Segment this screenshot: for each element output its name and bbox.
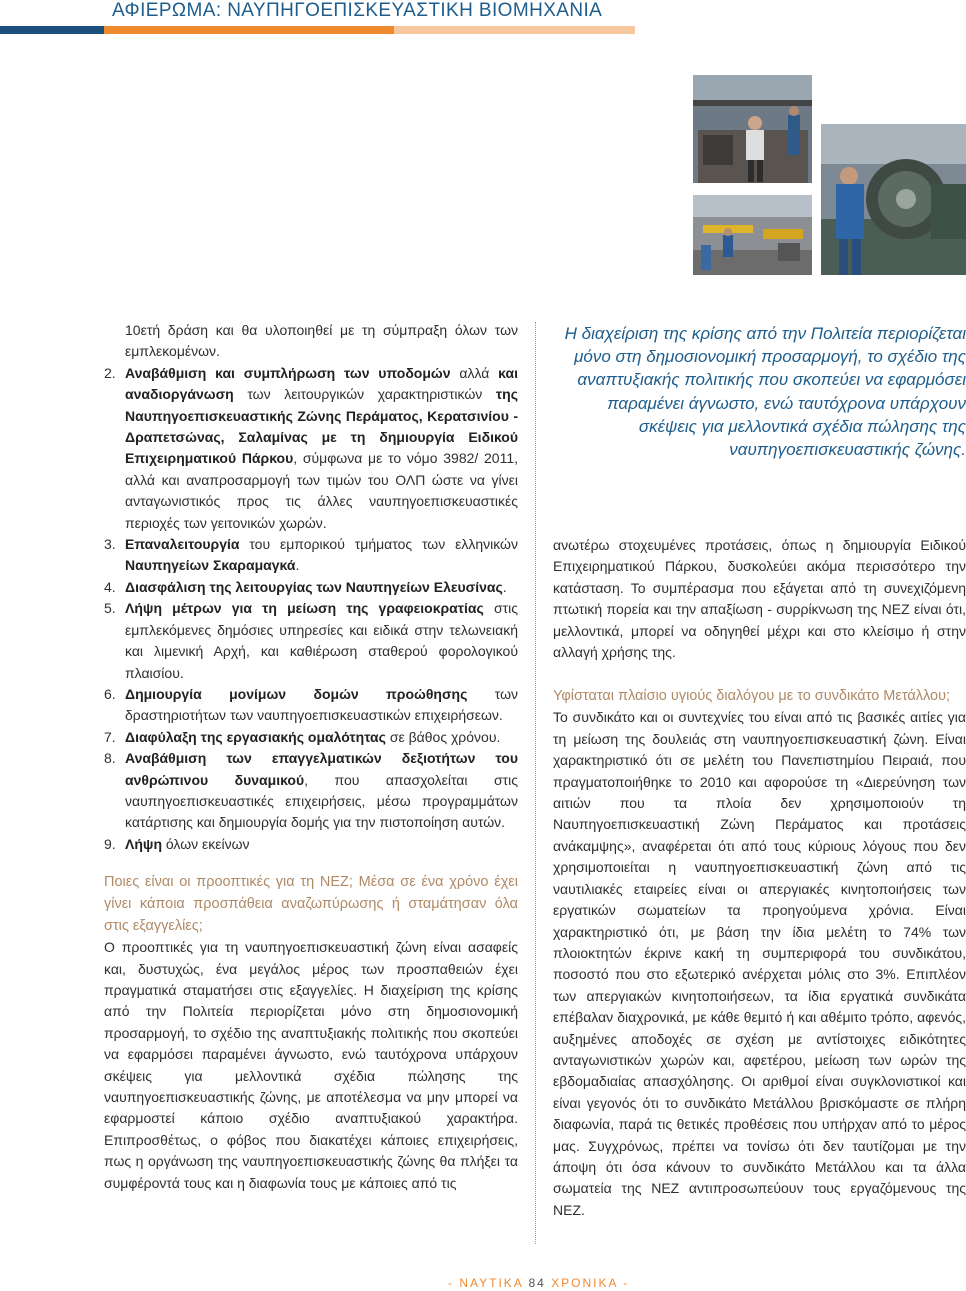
list-item — [104, 748, 518, 834]
page-header — [112, 0, 602, 22]
list-item-number: 6. — [104, 685, 116, 702]
answer-paragraph: Ο προοπτικές για τη ναυπηγοεπισκευαστική ζώνη είναι ασαφείς και, δυστυχώς, ένα μεγάλος μέρος των προσπαθειών έχει πραγματικά σταματήσει στις εξαγγελίες. Η διαχείριση της κρίσης από την Πολιτεία περιορίζεται μόνο στη δημοσιονομική προσαρμογή, το σχέδιο της αναπτυξιακής πολιτικής που σκοπεύει να εφαρμόσει παραμένει άγνωστο, ενώ ταυτόχρονα υπάρχουν σκέψεις για μελλοντικά σχέδια πώλησης της ναυπηγοεπισκευαστικής ζώνης, με αποτέλεσμα να μην μπορεί να εφαρμοστεί κάποιο σχέδιο αναπτυξιακού χαρακτήρα. Επιπροσθέτως, ο φόβος που διακατέχει κάποιες επιχειρήσεις, πως η οργάνωση της ναυπηγοεπισκευαστικής ζώνης θα πλήξει τα συμφέροντά τους και η διαφωνία τους με κάποιες από τις — [104, 939, 518, 1191]
list-item-bold: Επαναλειτουργία — [125, 536, 240, 553]
footer-magazine-left: - ΝΑΥΤΙΚΑ — [448, 1276, 524, 1290]
list-item-bold: της Ναυπηγοεπισκευαστικής Ζώνης Περάματος, Κερατσινίου - Δραπετσώνας, Σαλαμίνας με τη δημιουργία Ειδικού Επιχειρηματικού Πάρκου — [125, 386, 518, 467]
union-question-heading: Υφίσταται πλαίσιο υγιούς διαλόγου με το συνδικάτο Μετάλλου; — [553, 688, 951, 705]
list-item-bold: Διασφάλιση της λειτουργίας των Ναυπηγείων Ελευσίνας — [125, 578, 503, 595]
list-item-text: όλων εκείνων — [162, 835, 250, 852]
header-bar-orange — [104, 26, 394, 34]
column-divider — [535, 322, 536, 1244]
list-item-text: . — [502, 578, 507, 595]
list-item-text: των δραστηριοτήτων των ναυπηγοεπισκευαστικών επιχειρήσεων. — [125, 685, 519, 724]
list-item-bold: Ναυπηγείων Σκαραμαγκά — [125, 557, 296, 574]
workshop-photo-right — [821, 124, 966, 275]
left-column — [104, 320, 518, 1194]
list-item-number: 5. — [104, 600, 116, 617]
list-item-bold: Δημιουργία μονίμων δομών προώθησης — [125, 685, 468, 702]
list-item-number: 4. — [104, 578, 116, 595]
header-section-label: ΑΦΙΕΡΩΜΑ: — [112, 0, 222, 21]
list-item-text: . — [295, 557, 300, 574]
intro-continuation: 10ετή δράση και θα υλοποιηθεί με τη σύμπραξη όλων των εμπλεκομένων. — [125, 322, 518, 360]
header-bar-peach — [394, 26, 635, 34]
list-item — [104, 834, 518, 855]
list-item-text: σε βάθος χρόνου. — [385, 728, 501, 745]
list-item-text: αλλά — [450, 364, 499, 381]
list-item — [104, 577, 518, 598]
proposals-list — [104, 363, 518, 855]
list-item-text: των λειτουργικών χαρακτηριστικών — [233, 386, 496, 403]
list-item-bold: Αναβάθμιση και συμπλήρωση των υποδομών — [125, 364, 451, 381]
workshop-photo-top — [693, 75, 812, 183]
right-paragraph-2: Το συνδικάτο και οι συντεχνίες του είναι από τις βασικές αιτίες για τη μείωση της δουλειάς στη ναυπηγοεπισκευαστική ζώνη. Είναι χαρακτηριστικό ότι σε μελέτη του Πανεπιστημίου Πειραιά, που πραγματοποιήθηκε το 2010 και αφορούσε τη «Διερεύνηση των αιτιών που τα πλοία δεν χρησιμοποιούν τη Ναυπηγοεπισκευαστική Ζώνη Περάματος και προτάσεις ανάκαμψης», αναφέρεται ότι από τους κύριους λόγους που δεν χρησιμοποιείται η ναυπηγοεπισκευαστική ζώνη από τις ναυτιλιακές εταιρείες είναι οι απεργιακές κινητοποιήσεις των εργατικών σωματείων τα προηγούμενα χρόνια. Είναι χαρακτηριστικό ότι, με βάση την ίδια μελέτη το 74% των πλοιοκτητών έκρινε κακή τη συμπεριφορά του συνδικάτου, ποσοστό που στο εξωτερικό ανέρχεται μόλις στο 3%. Επιπλέον των απεργιακών κινητοποιήσεων, τα ίδια εργατικά συνδικάτα επέβαλαν διαχρονικά, με κάθε θεμιτό ή και αθέμιτο τρόπο, αφενός, αυξημένες αποδοχές σε σχέση με αντίστοιχες ειδικότητες ανταγωνιστικών χωρών και, αφετέρου, μείωση των ωρών της εβδομαδιαίας απασχόλησης. Οι αριθμοί είναι συγκλονιστικοί και είναι γεγονός ότι το συνδικάτο Μετάλλου βρισκόμαστε σε πλήρη διαφωνία, παρά τις θετικές προθέσεις που υπήρχαν από το μέρος μας. Συγχρόνως, πρέπει να τονίσω ότι δεν ταυτίζομαι με την άποψη ότι όσα κάνουν το συνδικάτο Μετάλλου και τα άλλα σωματεία της ΝΕΖ αντιπροσωπεύουν τους εργαζόμενους της ΝΕΖ. — [553, 709, 966, 1218]
list-item — [104, 363, 518, 534]
list-item — [104, 684, 518, 727]
list-item-number: 7. — [104, 728, 116, 745]
list-item — [104, 534, 518, 577]
list-item-bold: Αναβάθμιση των επαγγελματικών δεξιοτήτων του ανθρώπινου δυναμικού — [125, 750, 518, 788]
page-number: 84 — [528, 1276, 546, 1290]
workshop-photo-bottom-left — [693, 195, 812, 275]
list-item-text: , που απασχολείται στις ναυπηγοεπισκευαστικές επιχειρήσεις, μέσω προγραμμάτων κατάρτισης και δημιουργία δομής για την πιστοποίηση αυτών. — [125, 771, 518, 831]
list-item-bold: Διαφύλαξη της εργασιακής ομαλότητας — [125, 728, 386, 745]
question-heading: Ποιες είναι οι προοπτικές για τη ΝΕΖ; Μέσα σε ένα χρόνο έχει γίνει κάποια προσπάθεια αναζωπύρωσης ή σταμάτησαν όλα στις εξαγγελίες; — [104, 874, 518, 935]
list-item-text: του εμπορικού τμήματος των ελληνικών — [239, 536, 518, 553]
pull-quote: Η διαχείριση της κρίσης από την Πολιτεία περιορίζεται μόνο στη δημοσιονομική προσαρμογή, το σχέδιο της αναπτυξιακής πολιτικής που σκοπεύει να εφαρμόσει παραμένει άγνωστο, ενώ ταυτόχρονα υπάρχουν σκέψεις για μελλοντικά σχέδια πώλησης της ναυπηγοεπισκευαστικής ζώνης. — [564, 324, 966, 460]
list-item-number: 2. — [104, 364, 116, 381]
list-item-number: 3. — [104, 536, 116, 553]
list-item — [104, 598, 518, 684]
right-paragraph-1: ανωτέρω στοχευμένες προτάσεις, όπως η δημιουργία Ειδικού Επιχειρηματικού Πάρκου, δυσκολεύει ακόμα περισσότερο την κατάσταση. Το συμπέρασμα που εξάγεται από τη συνεχιζόμενη πτωτική πορεία και την απαξίωση - συρρίκνωση της ΝΕΖ είναι ότι, μελλοντικά, μπορεί να οδηγηθεί μέχρι και στο κλείσιμο ή στην αλλαγή χρήσης της. — [553, 537, 966, 661]
footer-magazine-right: ΧΡΟΝΙΚΑ - — [551, 1276, 630, 1290]
list-item-number: 8. — [104, 750, 116, 767]
list-item — [104, 727, 518, 748]
header-title: ΝΑΥΠΗΓΟΕΠΙΣΚΕΥΑΣΤΙΚΗ ΒΙΟΜΗΧΑΝΙΑ — [227, 0, 603, 21]
list-item-bold: και αναδιοργάνωση — [125, 364, 518, 403]
list-item-bold: Λήψη — [125, 835, 162, 852]
list-item-bold: Λήψη μέτρων για τη μείωση της γραφειοκρατίας — [125, 600, 484, 617]
header-bar-blue — [0, 26, 104, 34]
list-item-text: στις εμπλεκόμενες δημόσιες υπηρεσίες και ειδικά στην τελωνειακή και λιμενική Αρχή, και καθιέρωση σταθερού φορολογικού πλαισίου. — [125, 600, 518, 681]
list-item-text: , σύμφωνα με το νόμο 3982/ 2011, αλλά και αναπροσαρμογή των τιμών του ΟΛΠ ώστε να γίνει ανταγωνιστικός προς τις άλλες ναυπηγοεπισκευαστικές περιοχές των γειτονικών χωρών. — [125, 450, 518, 531]
list-item-number: 9. — [104, 835, 116, 852]
page-footer — [448, 1276, 629, 1290]
right-column — [553, 535, 966, 1221]
